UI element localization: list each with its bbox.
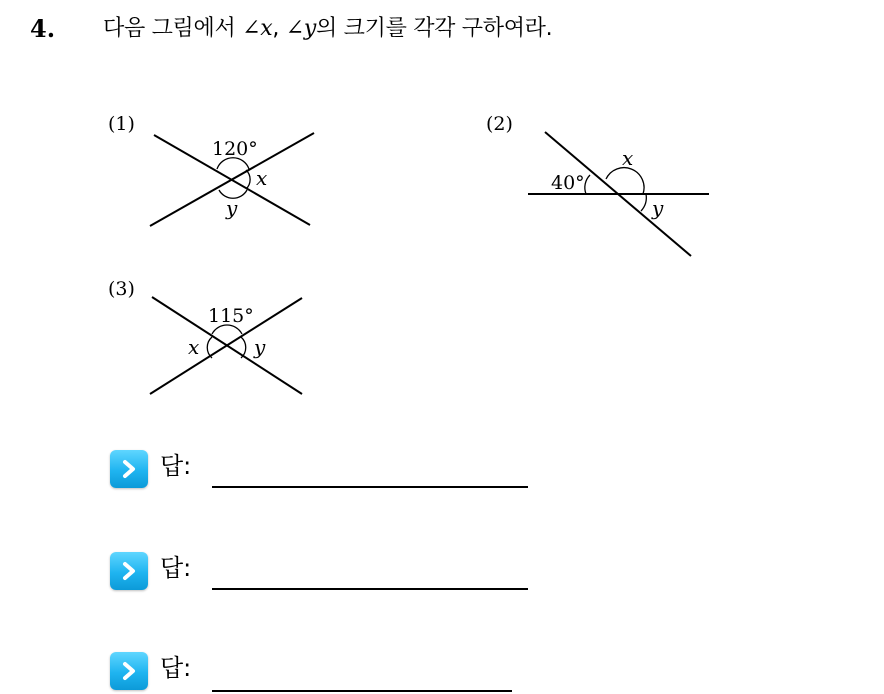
figure-3 (100, 270, 320, 400)
answer-label-1: 답: (160, 452, 192, 480)
figure-3-given-angle: 115° (208, 305, 254, 327)
figure-1-given-angle: 120° (212, 138, 258, 160)
angle-y-symbol: ∠y (285, 16, 317, 41)
figure-2-var-y: y (652, 196, 664, 220)
figure-1-var-x: x (256, 166, 268, 190)
chevron-right-icon (110, 552, 148, 590)
answer-field-2[interactable] (212, 588, 528, 590)
question-text (103, 14, 552, 44)
figure-1-arc-right (246, 170, 250, 189)
question-number: 4. (30, 14, 56, 43)
answer-field-3[interactable] (212, 690, 512, 692)
question-text-after: 의 크기를 각각 구하여라. (316, 16, 553, 41)
chevron-right-icon (110, 652, 148, 690)
figure-2-arc-left (585, 175, 590, 194)
answer-field-1[interactable] (212, 486, 528, 488)
figure-3-var-y: y (254, 335, 266, 359)
figure-2-arc-bottom-right (641, 194, 646, 211)
angle-x-symbol: ∠x (242, 16, 273, 41)
figure-3-var-x: x (188, 335, 200, 359)
figure-1-var-y: y (226, 196, 238, 220)
answer-label-3: 답: (160, 654, 192, 682)
figure-3-label: (3) (108, 278, 135, 300)
figure-2-arc-top (606, 168, 644, 194)
answer-label-2: 답: (160, 554, 192, 582)
answer-row-3 (110, 650, 530, 690)
question-separator: , (272, 16, 286, 41)
answer-row-2 (110, 550, 530, 590)
figure-1-label: (1) (108, 113, 135, 135)
figure-2-label: (2) (486, 113, 513, 135)
figure-2-var-x: x (622, 146, 634, 170)
chevron-right-icon (110, 450, 148, 488)
figure-2 (480, 105, 720, 265)
figure-2-given-angle: 40° (551, 172, 585, 194)
figure-1 (100, 105, 330, 235)
answer-row-1 (110, 448, 530, 488)
question-text-before: 다음 그림에서 (103, 16, 243, 41)
